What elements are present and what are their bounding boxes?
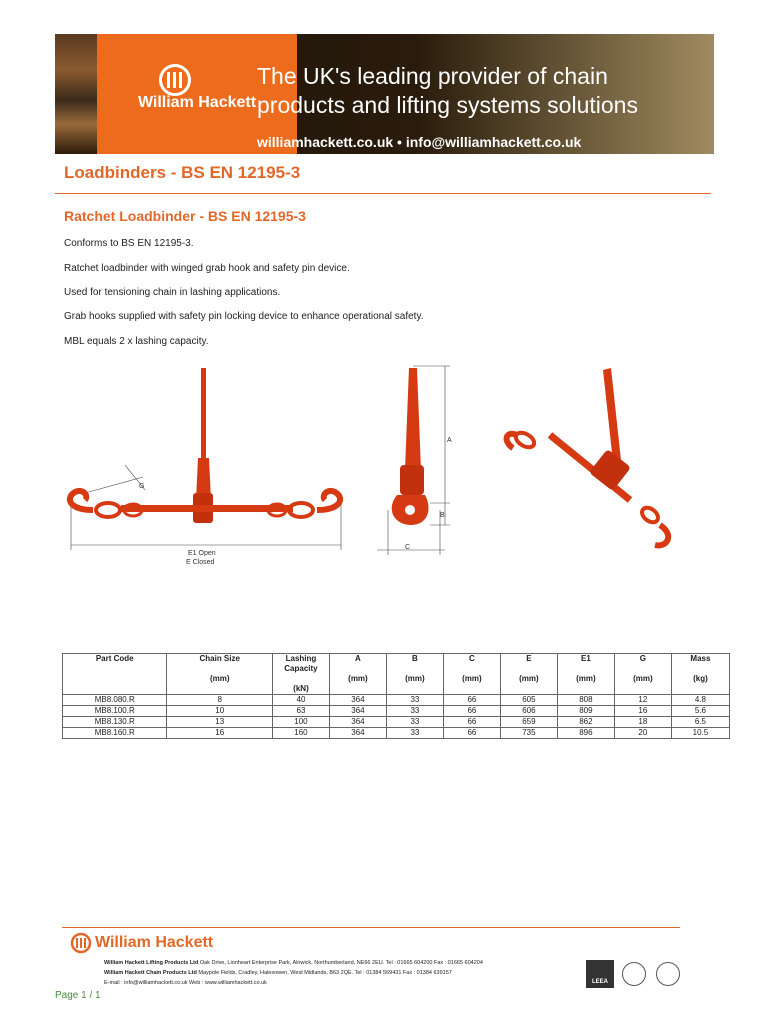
table-cell: 6.5 bbox=[671, 717, 729, 728]
table-cell: 33 bbox=[386, 695, 443, 706]
page-number: Page 1 / 1 bbox=[55, 990, 101, 1001]
column-header: Chain Size (mm) bbox=[167, 654, 272, 695]
table-row bbox=[63, 695, 730, 706]
column-header: A (mm) bbox=[329, 654, 386, 695]
table-cell: 735 bbox=[500, 728, 557, 739]
table-row bbox=[63, 706, 730, 717]
table-cell: 160 bbox=[272, 728, 329, 739]
table-cell: 12 bbox=[614, 695, 671, 706]
table-cell: 66 bbox=[443, 706, 500, 717]
title-divider bbox=[55, 193, 711, 194]
table-cell: 16 bbox=[614, 706, 671, 717]
product-drawings bbox=[55, 360, 715, 575]
table-cell: 40 bbox=[272, 695, 329, 706]
product-paragraph: Grab hooks supplied with safety pin locking device to enhance operational safety. bbox=[64, 311, 424, 322]
column-header: E (mm) bbox=[500, 654, 557, 695]
table-cell: 606 bbox=[500, 706, 557, 717]
column-header: E1 (mm) bbox=[557, 654, 614, 695]
table-cell: 659 bbox=[500, 717, 557, 728]
product-paragraph: Conforms to BS EN 12195-3. bbox=[64, 238, 194, 249]
william-hackett-logo-icon bbox=[70, 932, 92, 954]
column-header: C (mm) bbox=[443, 654, 500, 695]
column-header: B (mm) bbox=[386, 654, 443, 695]
table-cell: 364 bbox=[329, 706, 386, 717]
table-cell: MB8.160.R bbox=[63, 728, 167, 739]
product-paragraph: Ratchet loadbinder with winged grab hook and safety pin device. bbox=[64, 263, 350, 274]
table-cell: 364 bbox=[329, 717, 386, 728]
header-banner bbox=[55, 34, 714, 154]
table-cell: 808 bbox=[557, 695, 614, 706]
column-header: Lashing Capacity (kN) bbox=[272, 654, 329, 695]
table-cell: 4.8 bbox=[671, 695, 729, 706]
table-cell: 33 bbox=[386, 728, 443, 739]
certification-seal-icon bbox=[622, 962, 646, 986]
leea-badge-icon: LEEA bbox=[586, 960, 614, 988]
banner-tagline-line-1: The UK's leading provider of chain bbox=[257, 63, 608, 89]
table-header-row bbox=[63, 654, 730, 695]
dimension-label-c: C bbox=[405, 544, 411, 551]
dimension-label-g: G bbox=[139, 483, 145, 490]
table-cell: 605 bbox=[500, 695, 557, 706]
table-cell: 10 bbox=[167, 706, 272, 717]
footer-brand-name: William Hackett bbox=[95, 934, 214, 951]
table-cell: MB8.130.R bbox=[63, 717, 167, 728]
table-row bbox=[63, 717, 730, 728]
banner-tagline bbox=[257, 62, 697, 120]
product-title: Ratchet Loadbinder - BS EN 12195-3 bbox=[64, 208, 306, 224]
table-cell: 20 bbox=[614, 728, 671, 739]
certification-seal-icon bbox=[656, 962, 680, 986]
william-hackett-logo-icon bbox=[159, 64, 191, 96]
table-cell: 18 bbox=[614, 717, 671, 728]
table-cell: 66 bbox=[443, 695, 500, 706]
footer-contact-line: E-mail : info@williamhackett.co.uk Web : www.williamhackett.co.uk bbox=[104, 980, 267, 986]
column-header: Part Code bbox=[63, 654, 167, 695]
table-cell: 13 bbox=[167, 717, 272, 728]
table-cell: 33 bbox=[386, 717, 443, 728]
banner-brand-name: William Hackett bbox=[137, 94, 257, 111]
footer-divider bbox=[62, 927, 680, 928]
table-cell: 364 bbox=[329, 728, 386, 739]
dimension-label-b: B bbox=[440, 512, 445, 519]
product-paragraph: Used for tensioning chain in lashing applications. bbox=[64, 287, 281, 298]
banner-contact: williamhackett.co.uk • info@williamhackett.co.uk bbox=[257, 134, 582, 150]
column-header: Mass (kg) bbox=[671, 654, 729, 695]
table-cell: 809 bbox=[557, 706, 614, 717]
banner-photo-strip bbox=[55, 34, 97, 154]
front-view-drawing bbox=[70, 368, 341, 550]
perspective-view-drawing bbox=[507, 368, 669, 545]
specification-table bbox=[62, 653, 730, 739]
product-paragraph: MBL equals 2 x lashing capacity. bbox=[64, 336, 209, 347]
page-title: Loadbinders - BS EN 12195-3 bbox=[64, 163, 301, 182]
table-cell: 8 bbox=[167, 695, 272, 706]
footer-address-line: William Hackett Chain Products Ltd Maypole Fields, Cradley, Halesowen, West Midlands, B63 2QE. Tel : 01384 569431 Fax : 01384 639157 bbox=[104, 970, 452, 976]
table-cell: 5.6 bbox=[671, 706, 729, 717]
table-cell: 66 bbox=[443, 717, 500, 728]
table-cell: MB8.080.R bbox=[63, 695, 167, 706]
table-cell: 100 bbox=[272, 717, 329, 728]
table-cell: 364 bbox=[329, 695, 386, 706]
table-cell: 66 bbox=[443, 728, 500, 739]
table-cell: 862 bbox=[557, 717, 614, 728]
column-header: G (mm) bbox=[614, 654, 671, 695]
dimension-label-e1: E1 Open bbox=[188, 550, 216, 557]
table-cell: MB8.100.R bbox=[63, 706, 167, 717]
table-cell: 16 bbox=[167, 728, 272, 739]
dimension-label-e: E Closed bbox=[186, 559, 215, 566]
table-cell: 33 bbox=[386, 706, 443, 717]
side-view-drawing bbox=[377, 366, 450, 555]
table-cell: 896 bbox=[557, 728, 614, 739]
table-cell: 63 bbox=[272, 706, 329, 717]
table-row bbox=[63, 728, 730, 739]
dimension-label-a: A bbox=[447, 437, 452, 444]
banner-tagline-line-2: products and lifting systems solutions bbox=[257, 92, 638, 118]
footer-address-line: William Hackett Lifting Products Ltd Oak Drive, Lionheart Enterprise Park, Alnwick, Northumberland, NE66 2EU. Tel : 01665 604200 Fax : 01665 604204 bbox=[104, 960, 483, 966]
table-cell: 10.5 bbox=[671, 728, 729, 739]
